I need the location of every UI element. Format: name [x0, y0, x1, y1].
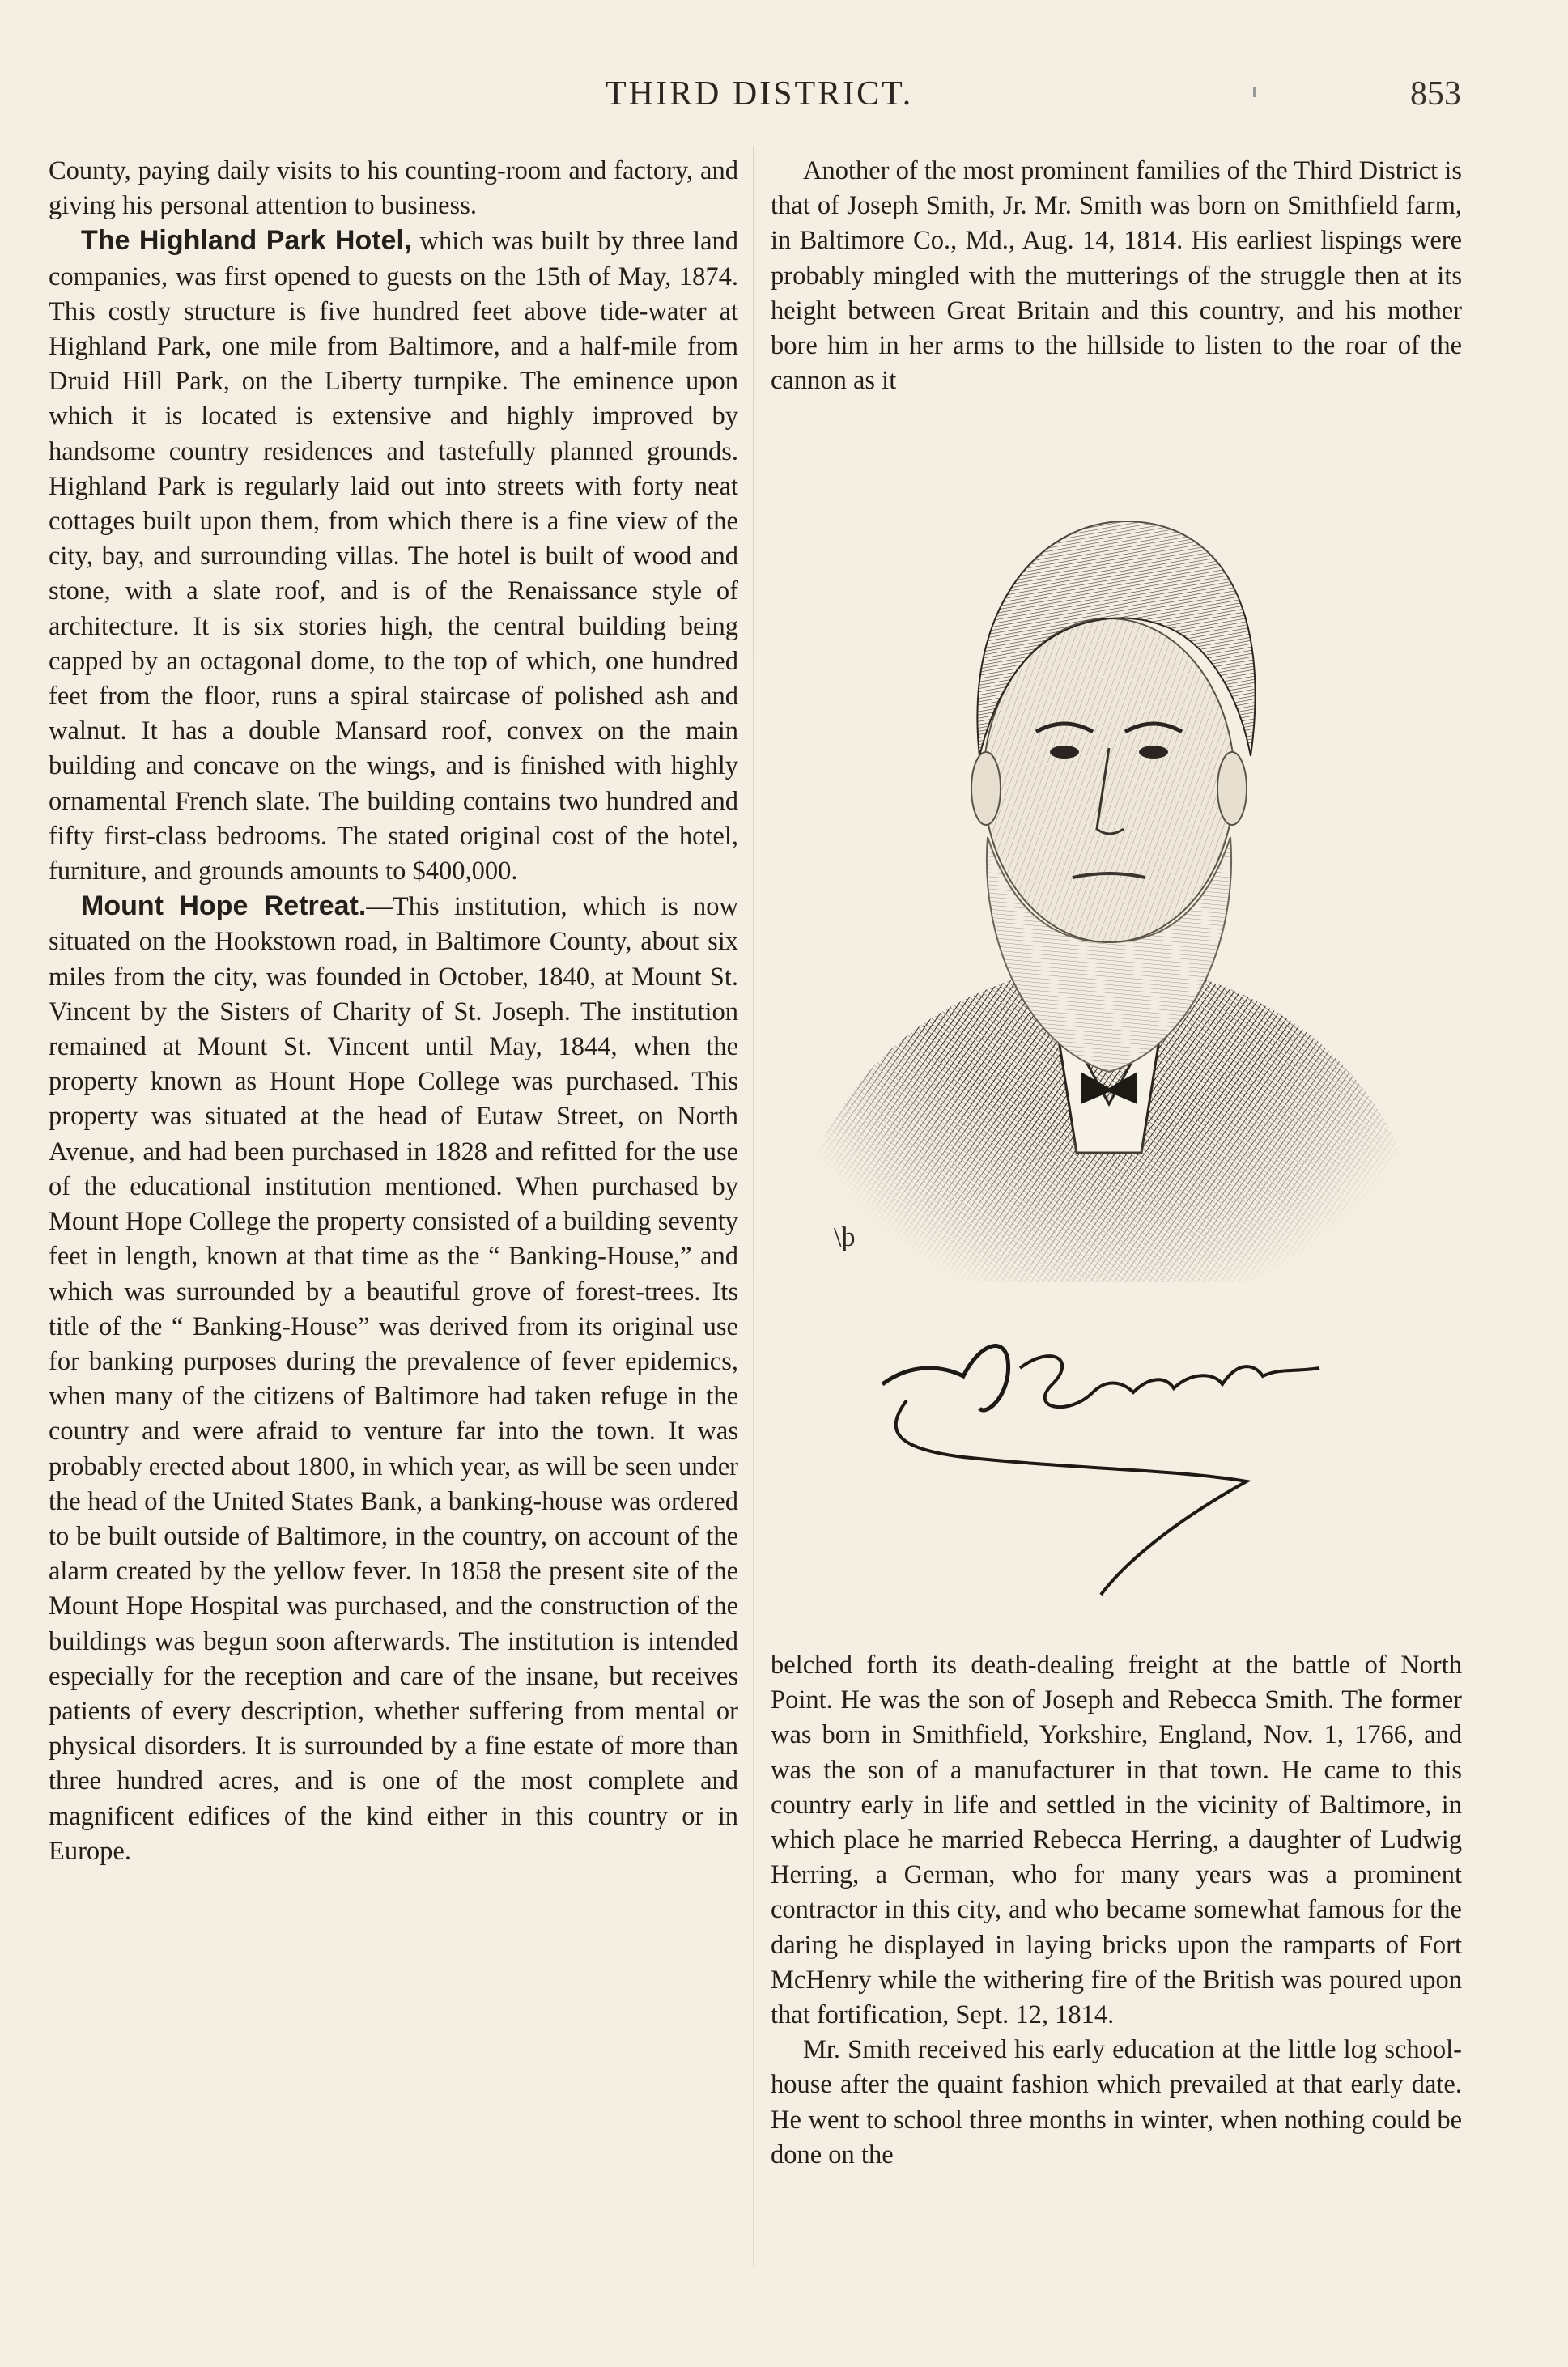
engraver-mark: \þ — [834, 1222, 856, 1252]
page-header — [0, 74, 1568, 115]
column-divider — [753, 146, 754, 2267]
mount-hope-retreat-heading: Mount Hope Retreat. — [81, 890, 367, 922]
running-title: THIRD DISTRICT. — [606, 75, 914, 113]
mount-hope-retreat-text: —This institution, which is now situated on the Hookstown road, in Baltimore County, about six miles from the city, was founded in October, 1840, at Mount St. Vincent by the Sisters of Charity of St. Joseph. The institution remained at Mount St. Vincent until May, 1844, when the property known as Hount Hope College was purchased. This property was situated at the head of Eutaw Street, on North Avenue, and had been purchased in 1828 and refitted for the use of the educational institution mentioned. When purchased by Mount Hope College the property consisted of a building seventy feet in length, known at that time as the “ Banking-House,” and which was surrounded by a beautiful grove of forest-trees. Its title of the “ Banking-House” was derived from its original use for banking purposes during the prevalence of fever epidemics, when many of the citizens of Baltimore had taken refuge in the country and were afraid to venture far into the town. It was probably erected about 1800, in which year, as will be seen under the head of the United States Bank, a banking-house was ordered to be built outside of Baltimore, in the country, on account of the alarm created by the yellow fever. In 1858 the present site of the Mount Hope Hospital was purchased, and the construction of the buildings was begun soon afterwards. The institution is intended especially for the reception and care of the insane, but receives patients of every description, whether suffering from mental or physical disorders. It is surrounded by a fine estate of more than three hundred acres, and is one of the most complete and magnificent edifices of the kind either in this country or in Europe. — [49, 892, 738, 1866]
printer-tick-mark — [1253, 87, 1256, 97]
highland-park-hotel-text: which was built by three land companies, was first opened to guests on the 15th of May, 1874. This costly structure is five hundred feet above tide-water at Highland Park, one mile from Baltimore, and a half-mile from Druid Hill Park, on the Liberty turnpike. The eminence upon which it is located is extensive and highly improved by handsome country residences and tastefully planned grounds. Highland Park is regularly laid out into streets with forty neat cottages built upon them, from which there is a fine view of the city, bay, and surrounding villas. The hotel is built of wood and stone, with a slate roof, and is of the Renaissance style of architecture. It is six stories high, the central building being capped by an octagonal dome, to the top of which, one hundred feet from the floor, runs a spiral staircase of polished ash and walnut. It has a double Mansard roof, convex on the main building and concave on the wings, and is finished with highly ornamental French slate. The building contains two hundred and fifty first-class bedrooms. The stated original cost of the hotel, furniture, and grounds amounts to $400,000. — [49, 227, 739, 886]
smith-parentage-paragraph: belched forth its death-dealing freight at the battle of North Point. He was the son of Joseph and Rebecca Smith. The former was born in Smithfield, Yorkshire, England, Nov. 1, 1766, and was the son of a manufacturer in that town. He came to this country early in life and settled in the vicinity of Baltimore, in which place he married Rebecca Herring, a daughter of Ludwig Herring, a German, who for many years was a prominent contractor in this city, and who became somewhat famous for the daring he displayed in laying bricks upon the ramparts of Fort McHenry while the withering fire of the British was poured upon that fortification, Sept. 12, 1814. — [771, 1651, 1462, 2030]
smith-family-intro-paragraph: Another of the most prominent families of the Third District is that of Joseph Smith, Jr. Mr. Smith was born on Smithfield farm, in Baltimore Co., Md., Aug. 14, 1814. His earliest lispings were probably mingled with the mutterings of the struggle then at its height between Great Britain and this country, and his mother bore him in her arms to the hillside to listen to the roar of the cannon as it — [771, 156, 1462, 396]
portrait-engraving — [785, 489, 1433, 1282]
right-column-top — [771, 154, 1462, 398]
signature — [866, 1328, 1352, 1635]
mount-hope-retreat-paragraph — [49, 889, 738, 1869]
highland-park-hotel-paragraph — [49, 223, 738, 889]
highland-park-hotel-heading: The Highland Park Hotel, — [81, 225, 412, 257]
right-column-bottom — [771, 1648, 1462, 2173]
smith-education-paragraph: Mr. Smith received his early education at the little log school-house after the quaint fashion which prevailed at that early date. He went to school three months in winter, when nothing could be done on the — [771, 2035, 1462, 2169]
continuation-paragraph: County, paying daily visits to his counting-room and factory, and giving his personal attention to business. — [49, 156, 738, 221]
left-column — [49, 154, 738, 1869]
page-number: 853 — [1410, 75, 1461, 113]
